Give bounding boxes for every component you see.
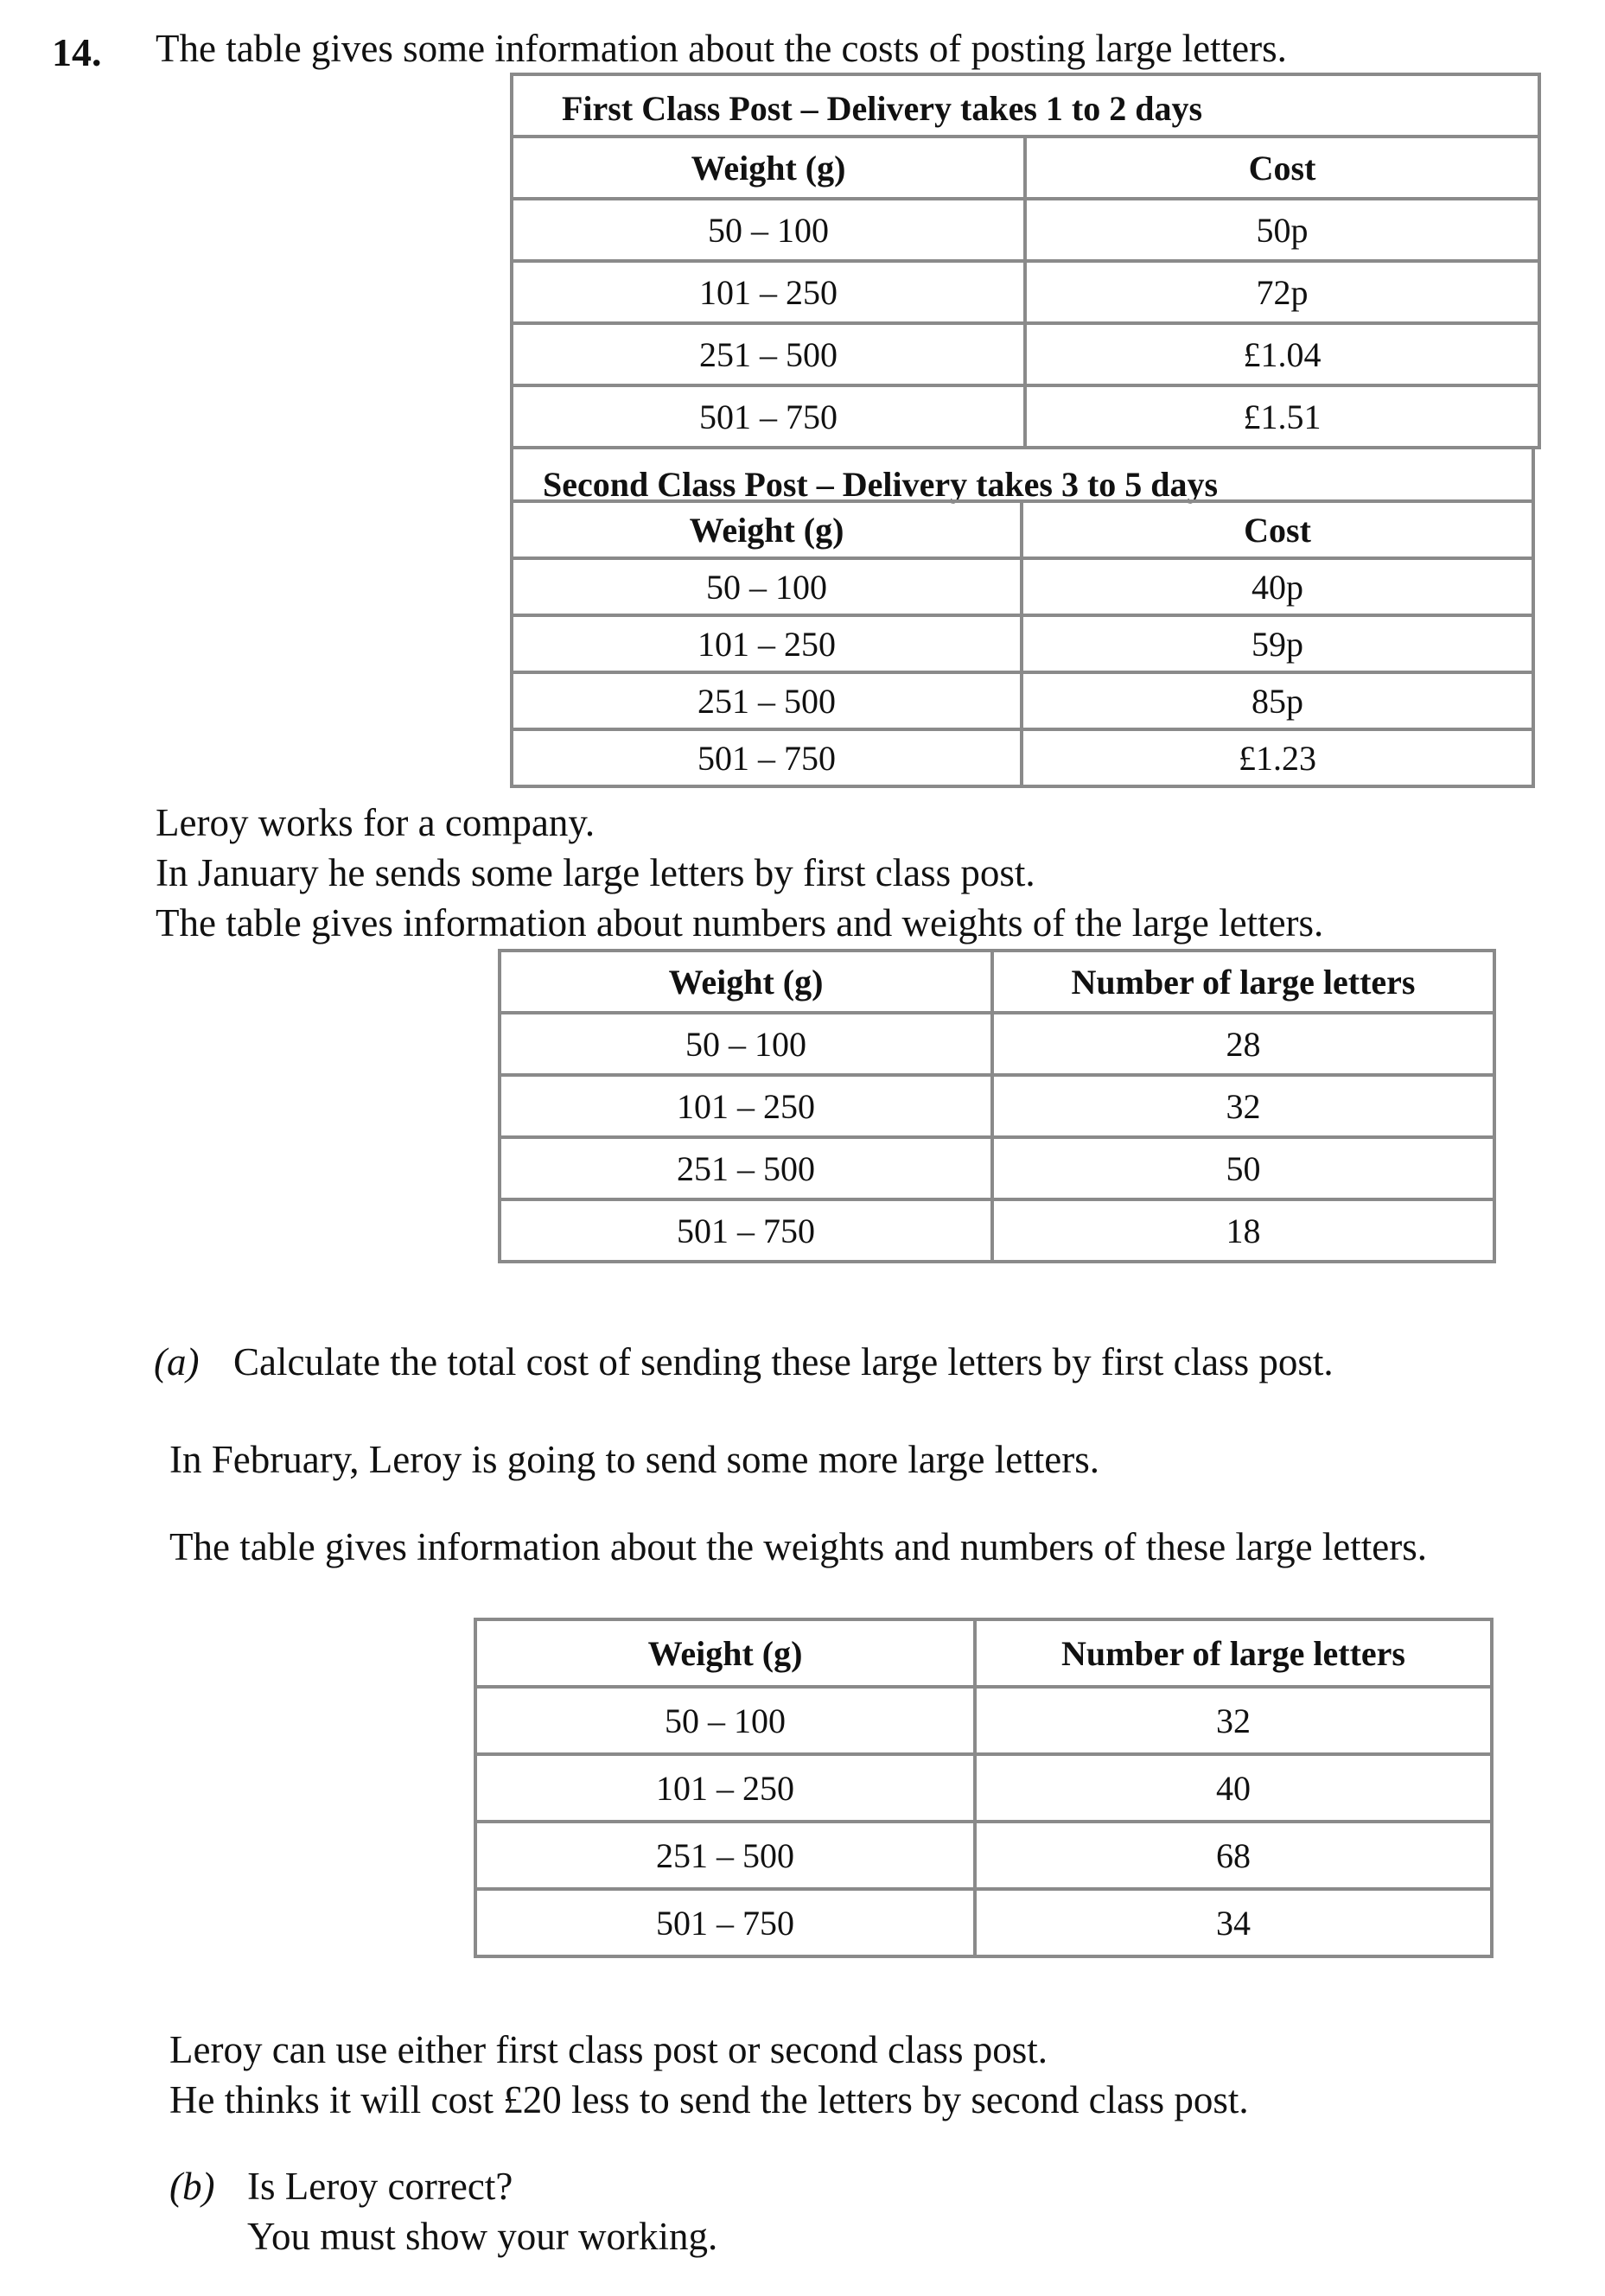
count-cell: 50: [992, 1137, 1494, 1199]
first-class-header-weight: Weight (g): [512, 137, 1025, 199]
count-cell: 18: [992, 1199, 1494, 1262]
january-header-weight: Weight (g): [500, 951, 992, 1013]
weight-cell: 50 – 100: [475, 1687, 975, 1754]
weight-cell: 251 – 500: [512, 672, 1022, 729]
weight-cell: 101 – 250: [475, 1754, 975, 1822]
second-class-header-weight: Weight (g): [512, 501, 1022, 558]
february-header-weight: Weight (g): [475, 1619, 975, 1687]
table-row: [512, 729, 1533, 786]
weight-cell: 501 – 750: [512, 385, 1025, 448]
weight-cell: 101 – 250: [512, 615, 1022, 672]
second-class-header-cost: Cost: [1022, 501, 1533, 558]
weight-cell: 251 – 500: [475, 1822, 975, 1889]
paragraph3-line1: Leroy can use either first class post or second class post.: [169, 2028, 1048, 2071]
count-cell: 32: [975, 1687, 1492, 1754]
cost-cell: 50p: [1025, 199, 1539, 261]
paragraph2-line2: The table gives information about the weights and numbers of these large letters.: [169, 1525, 1428, 1568]
part-a-label: (a): [154, 1340, 200, 1383]
part-b-line1: Is Leroy correct?: [247, 2165, 513, 2208]
cost-cell: £1.04: [1025, 323, 1539, 385]
count-cell: 28: [992, 1013, 1494, 1075]
paragraph3-line2: He thinks it will cost £20 less to send the letters by second class post.: [169, 2078, 1249, 2121]
table-row: [475, 1889, 1492, 1956]
count-cell: 32: [992, 1075, 1494, 1137]
cost-cell: £1.51: [1025, 385, 1539, 448]
paragraph1-line3: The table gives information about numbers and weights of the large letters.: [156, 901, 1324, 944]
table-row: [512, 558, 1533, 615]
paragraph1-line1: Leroy works for a company.: [156, 801, 596, 844]
weight-cell: 251 – 500: [500, 1137, 992, 1199]
second-class-table: [510, 499, 1535, 788]
february-table: [474, 1618, 1494, 1958]
table-row: [512, 615, 1533, 672]
weight-cell: 251 – 500: [512, 323, 1025, 385]
part-a-text: Calculate the total cost of sending these large letters by first class post.: [233, 1340, 1334, 1383]
second-class-caption: Second Class Post – Delivery takes 3 to 5 days: [543, 465, 1219, 504]
weight-cell: 50 – 100: [512, 558, 1022, 615]
weight-cell: 501 – 750: [500, 1199, 992, 1262]
table-row: [512, 199, 1539, 261]
table-row: [512, 261, 1539, 323]
first-class-header-cost: Cost: [1025, 137, 1539, 199]
cost-cell: 85p: [1022, 672, 1533, 729]
table-row: [500, 1137, 1494, 1199]
paragraph2-line1: In February, Leroy is going to send some more large letters.: [169, 1438, 1099, 1481]
cost-cell: 72p: [1025, 261, 1539, 323]
table-row: [512, 323, 1539, 385]
part-b-line2: You must show your working.: [247, 2215, 718, 2258]
part-b-label: (b): [169, 2165, 215, 2208]
weight-cell: 50 – 100: [512, 199, 1025, 261]
weight-cell: 50 – 100: [500, 1013, 992, 1075]
weight-cell: 101 – 250: [500, 1075, 992, 1137]
first-class-caption: First Class Post – Delivery takes 1 to 2 days: [562, 89, 1203, 128]
table-row: [475, 1687, 1492, 1754]
table-row: [512, 672, 1533, 729]
january-header-number: Number of large letters: [992, 951, 1494, 1013]
cost-cell: 40p: [1022, 558, 1533, 615]
question-number: 14.: [52, 30, 102, 74]
table-row: [500, 1013, 1494, 1075]
table-row: [500, 1199, 1494, 1262]
count-cell: 68: [975, 1822, 1492, 1889]
weight-cell: 101 – 250: [512, 261, 1025, 323]
count-cell: 40: [975, 1754, 1492, 1822]
january-table: [498, 949, 1496, 1263]
cost-cell: £1.23: [1022, 729, 1533, 786]
paragraph1-line2: In January he sends some large letters by first class post.: [156, 851, 1035, 894]
count-cell: 34: [975, 1889, 1492, 1956]
table-row: [500, 1075, 1494, 1137]
weight-cell: 501 – 750: [512, 729, 1022, 786]
february-header-number: Number of large letters: [975, 1619, 1492, 1687]
weight-cell: 501 – 750: [475, 1889, 975, 1956]
question-intro: The table gives some information about the costs of posting large letters.: [156, 27, 1287, 70]
table-row: [475, 1754, 1492, 1822]
table-row: [512, 385, 1539, 448]
table-row: [475, 1822, 1492, 1889]
first-class-table: [510, 135, 1541, 449]
cost-cell: 59p: [1022, 615, 1533, 672]
